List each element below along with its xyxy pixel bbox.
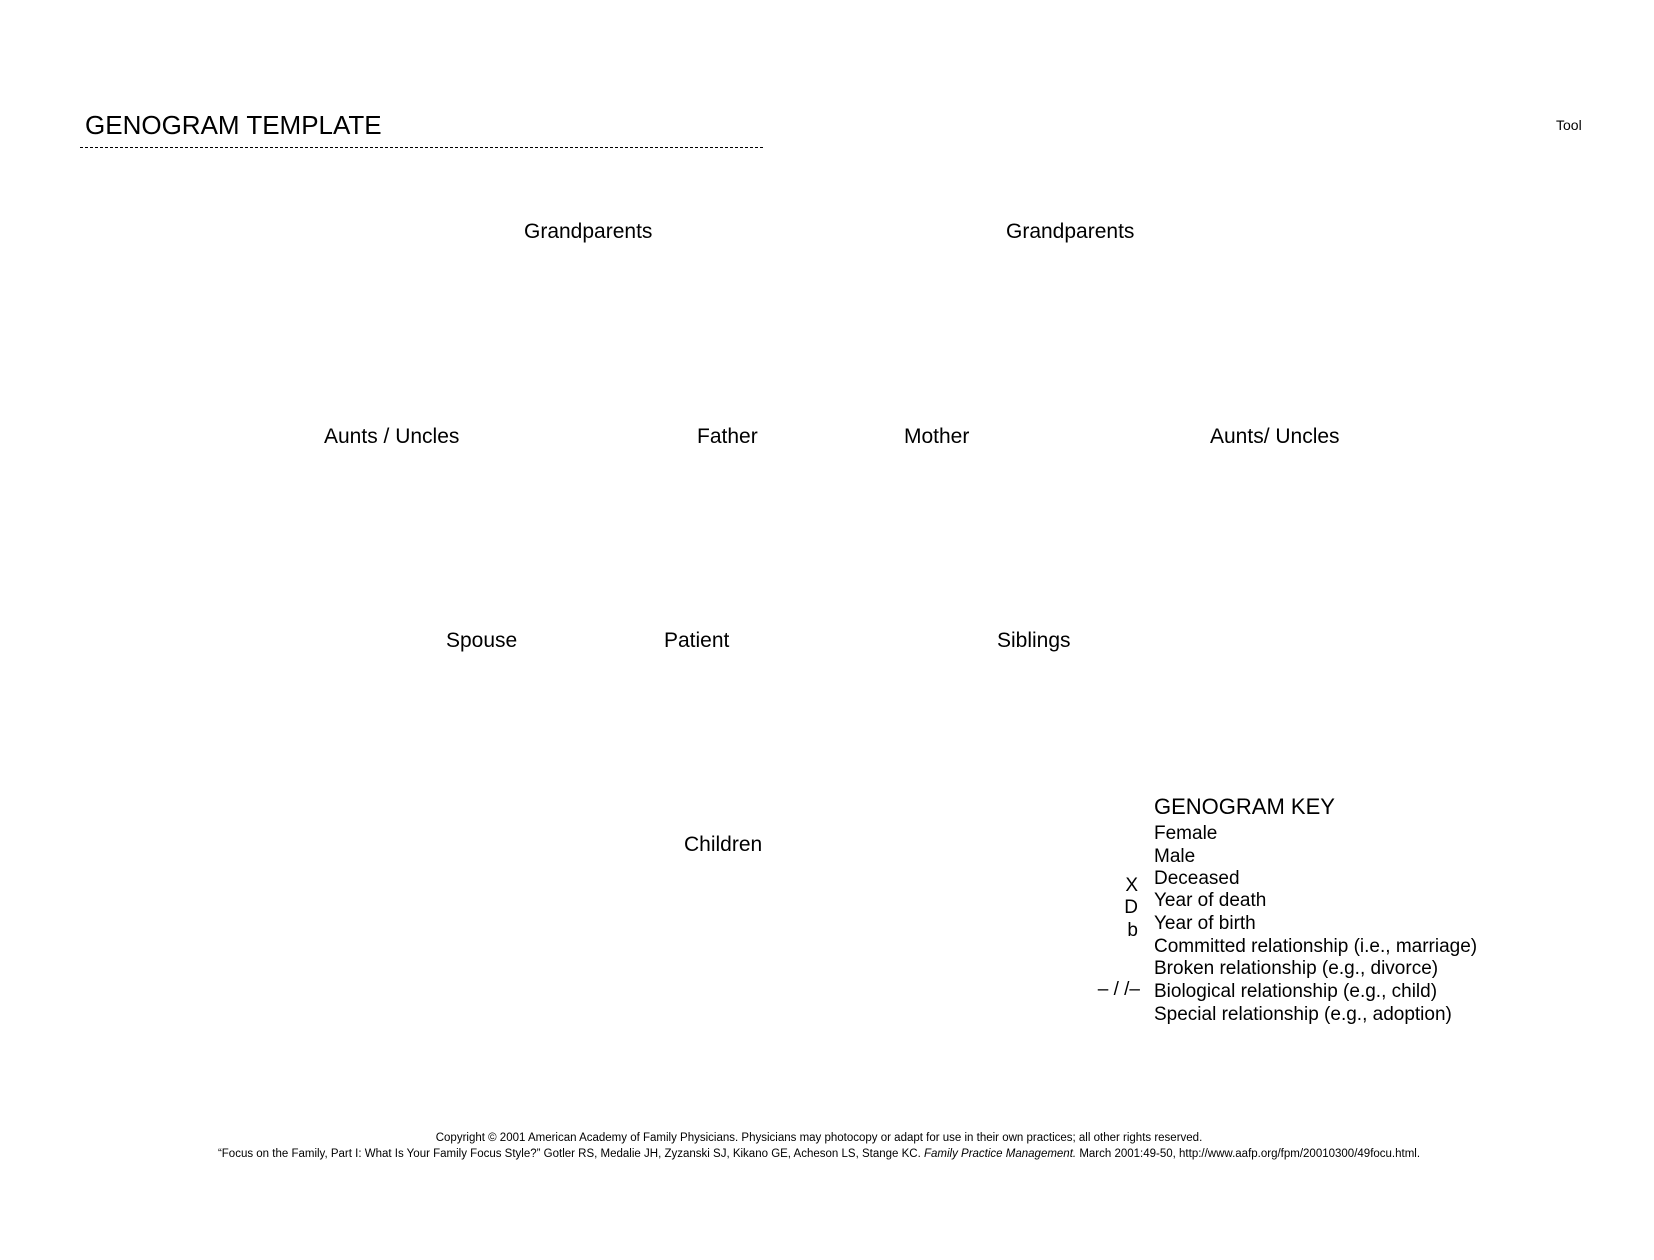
title-divider [80, 147, 763, 148]
key-symbol-biological-relationship: – / /– [1097, 979, 1140, 1000]
page-title: GENOGRAM TEMPLATE [85, 110, 382, 140]
key-item-biological-relationship: Biological relationship (e.g., child) [1154, 981, 1438, 1002]
key-symbol-year-of-birth: b [1127, 920, 1138, 941]
key-item-year-of-birth: Year of birth [1154, 913, 1256, 934]
footer-citation [0, 1149, 1646, 1161]
key-item-committed-relationship: Committed relationship (i.e., marriage) [1154, 936, 1478, 957]
key-symbol-deceased: X [1125, 875, 1138, 896]
key-symbol-year-of-death: D [1124, 897, 1138, 918]
key-item-deceased: Deceased [1154, 868, 1240, 889]
footer-copyright: Copyright © 2001 American Academy of Family Physicians. Physicians may photocopy or adapt for use in their own practices; all other rights reserved. [435, 1132, 1203, 1144]
node-aunts-uncles-right: Aunts/ Uncles [1210, 425, 1340, 448]
citation-journal: Family Practice Management. [923, 1148, 1077, 1160]
citation-authors: “Focus on the Family, Part I: What Is Your Family Focus Style?” Gotler RS, Medalie JH, Zyzanski SJ, Kikano GE, Acheson LS, Stange KC. [217, 1148, 921, 1160]
citation-details: March 2001:49-50, http://www.aafp.org/fpm/20010300/49focu.html. [1079, 1148, 1421, 1160]
key-title: GENOGRAM KEY [1154, 794, 1335, 819]
node-children: Children [684, 833, 763, 856]
node-aunts-uncles-left: Aunts / Uncles [324, 425, 460, 448]
node-patient: Patient [664, 629, 730, 652]
key-item-year-of-death: Year of death [1154, 890, 1267, 911]
tool-label: Tool [1556, 117, 1582, 133]
node-mother: Mother [904, 425, 970, 448]
node-grandparents-left: Grandparents [524, 220, 653, 243]
node-father: Father [697, 425, 758, 448]
key-item-broken-relationship: Broken relationship (e.g., divorce) [1154, 958, 1439, 979]
key-item-female: Female [1154, 823, 1218, 844]
node-spouse: Spouse [446, 629, 518, 652]
node-siblings: Siblings [997, 629, 1071, 652]
key-item-special-relationship: Special relationship (e.g., adoption) [1154, 1004, 1452, 1025]
key-item-male: Male [1154, 846, 1196, 867]
node-grandparents-right: Grandparents [1006, 220, 1135, 243]
